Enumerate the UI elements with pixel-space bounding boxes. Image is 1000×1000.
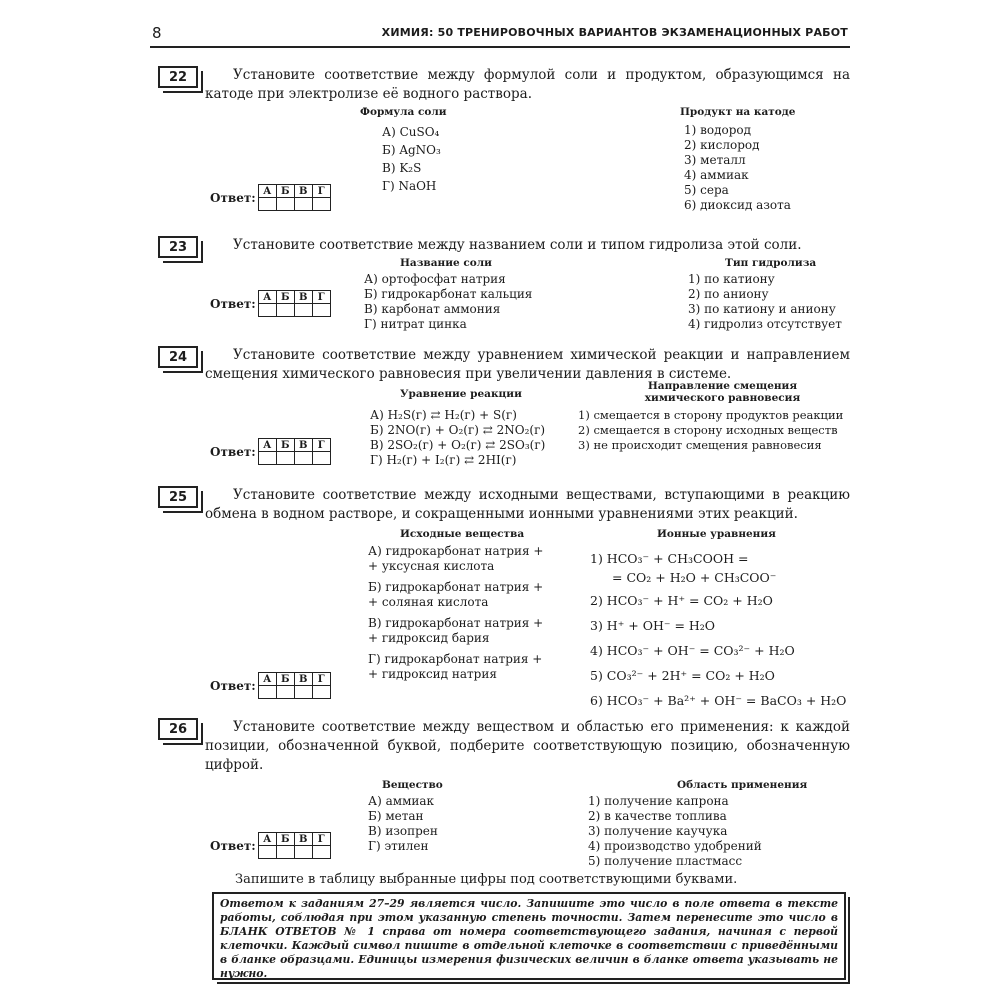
list-item: Г) NaOH [382,179,437,193]
task-question: Установите соответствие между формулой соли и продуктом, образующимся на катоде при электролизе её водного раствора. [205,67,850,102]
answer-grid [210,438,331,465]
list-item: Г) этилен [368,839,429,853]
right-column-header: Направление смещения химического равновесия [644,380,801,404]
page-number: 8 [152,24,162,42]
task-number: 24 [158,346,198,368]
note-box: Ответом к заданиям 27–29 является число. Запишите это число в поле ответа в тексте работы, соблюдая при этом указанную степень точности. Затем перенесите это число в БЛАНК ОТВЕТОВ № 1 справа от номера соответствующего задания, начиная с первой клеточки. Каждый символ пишите в отдельной клеточке в соответствии с приведёнными в бланке образцами. Единицы измерения физических величин в бланке ответа указывать не нужно. [212,892,846,980]
answer-cell[interactable] [312,846,330,859]
list-item: А) CuSO₄ [382,125,440,139]
answer-table [258,290,331,317]
answer-cell[interactable] [258,304,276,317]
list-item: 1) смещается в сторону продуктов реакции [578,408,844,422]
answer-cell[interactable] [276,304,294,317]
list-item: 1) водород [684,123,752,137]
answer-letter: Г [312,185,330,198]
answer-cell[interactable] [258,686,276,699]
answer-table [258,672,331,699]
list-item: 3) H⁺ + OH⁻ = H₂O [590,618,716,633]
list-item: А) гидрокарбонат натрия + [368,544,544,558]
answer-cell[interactable] [294,304,312,317]
left-column-header: Вещество [382,779,443,791]
answer-grid [210,290,331,317]
list-item: 4) гидролиз отсутствует [688,317,842,331]
answer-table [258,438,331,465]
list-item: А) H₂S(г) ⇄ H₂(г) + S(г) [370,408,517,422]
list-item: Б) 2NO(г) + O₂(г) ⇄ 2NO₂(г) [370,423,546,437]
answer-label: Ответ: [210,190,256,205]
answer-table [258,184,331,211]
answer-letter: Б [276,439,294,452]
list-item: + уксусная кислота [368,559,495,573]
answer-letter: Г [312,291,330,304]
answer-cell[interactable] [294,846,312,859]
answer-cell[interactable] [312,304,330,317]
left-list [368,794,438,854]
left-column-header: Формула соли [360,106,447,118]
list-item: 5) получение пластмасс [588,854,743,868]
task-25 [150,486,850,716]
answer-letter: В [294,439,312,452]
answer-label: Ответ: [210,678,256,693]
answer-cell[interactable] [294,452,312,465]
list-item: 3) не происходит смещения равновесия [578,438,822,452]
task-question: Установите соответствие между веществом и областью его применения: к каждой позиции, обозначенной буквой, подберите соответствующую позицию, обозначенную цифрой. [205,719,850,773]
task-number: 25 [158,486,198,508]
answer-table [258,832,331,859]
header-title: ХИМИЯ: 50 ТРЕНИРОВОЧНЫХ ВАРИАНТОВ ЭКЗАМЕНАЦИОННЫХ РАБОТ [381,26,848,39]
list-item: 2) в качестве топлива [588,809,727,823]
answer-grid [210,832,331,859]
list-item: = CO₂ + H₂O + CH₃COO⁻ [612,570,777,585]
page [150,14,850,986]
left-column-header: Название соли [400,257,492,269]
task-26 [150,718,850,888]
list-item: 2) кислород [684,138,760,152]
answer-cell[interactable] [276,452,294,465]
list-item: В) 2SO₂(г) + O₂(г) ⇄ 2SO₃(г) [370,438,546,452]
list-item: В) изопрен [368,824,438,838]
left-column-header: Исходные вещества [400,528,525,540]
right-column-header: Ионные уравнения [657,528,776,540]
list-item: 5) CO₃²⁻ + 2H⁺ = CO₂ + H₂O [590,668,775,683]
answer-label: Ответ: [210,296,256,311]
list-item: Б) гидрокарбонат кальция [364,287,533,301]
list-item: 2) HCO₃⁻ + H⁺ = CO₂ + H₂O [590,593,773,608]
answer-letter: В [294,185,312,198]
list-item: Б) метан [368,809,424,823]
list-item: + гидроксид натрия [368,667,497,681]
answer-letter: А [258,673,276,686]
list-item: Г) H₂(г) + I₂(г) ⇄ 2HI(г) [370,453,517,467]
answer-cell[interactable] [258,452,276,465]
list-item: В) карбонат аммония [364,302,501,316]
list-item: 6) HCO₃⁻ + Ba²⁺ + OH⁻ = BaCO₃ + H₂O [590,693,847,708]
answer-letter: В [294,673,312,686]
answer-cell[interactable] [276,846,294,859]
list-item: 2) смещается в сторону исходных веществ [578,423,838,437]
answer-cell[interactable] [258,846,276,859]
left-list [364,272,532,332]
answer-instruction: Запишите в таблицу выбранные цифры под соответствующими буквами. [235,872,738,887]
list-item: В) K₂S [382,161,422,175]
answer-cell[interactable] [276,198,294,211]
answer-letter: Б [276,291,294,304]
list-item: + гидроксид бария [368,631,490,645]
left-column-header: Уравнение реакции [400,388,522,400]
answer-grid [210,184,331,211]
list-item: 5) сера [684,183,729,197]
answer-cell[interactable] [294,198,312,211]
answer-letter: А [258,439,276,452]
list-item: Б) гидрокарбонат натрия + [368,580,544,594]
list-item: 3) получение каучука [588,824,728,838]
answer-letter: Г [312,439,330,452]
right-column-header: Продукт на катоде [680,106,796,118]
list-item: 4) производство удобрений [588,839,762,853]
left-list [370,408,545,468]
task-question: Установите соответствие между исходными веществами, вступающими в реакцию обмена в водном растворе, и сокращенными ионными уравнениями этих реакций. [205,487,850,522]
list-item: 3) металл [684,153,746,167]
list-item: 3) по катиону и аниону [688,302,836,316]
task-number: 22 [158,66,198,88]
list-item: В) гидрокарбонат натрия + [368,616,544,630]
list-item: 6) диоксид азота [684,198,791,212]
answer-cell[interactable] [294,686,312,699]
list-item: Б) AgNO₃ [382,143,441,157]
answer-letter: А [258,833,276,846]
right-column-header: Тип гидролиза [725,257,817,269]
list-item: А) аммиак [368,794,435,808]
right-column-header: Область применения [677,779,808,791]
list-item: 4) HCO₃⁻ + OH⁻ = CO₃²⁻ + H₂O [590,643,795,658]
task-22 [150,66,850,226]
right-list [684,123,791,213]
left-list [382,123,441,195]
list-item: 1) получение капрона [588,794,729,808]
answer-letter: Г [312,833,330,846]
answer-letter: А [258,185,276,198]
answer-cell[interactable] [312,452,330,465]
answer-cell[interactable] [312,198,330,211]
answer-letter: В [294,833,312,846]
answer-letter: Б [276,185,294,198]
list-item: 2) по аниону [688,287,769,301]
answer-letter: Б [276,833,294,846]
right-list [590,550,846,713]
right-list [588,794,762,869]
task-number: 26 [158,718,198,740]
answer-label: Ответ: [210,838,256,853]
left-list [368,544,543,682]
list-item: 4) аммиак [684,168,749,182]
right-list [688,272,842,332]
task-23 [150,236,850,336]
right-list [578,408,843,453]
answer-letter: В [294,291,312,304]
answer-letter: А [258,291,276,304]
task-24 [150,346,850,476]
task-number: 23 [158,236,198,258]
list-item: А) ортофосфат натрия [364,272,506,286]
list-item: + соляная кислота [368,595,489,609]
answer-letter: Г [312,673,330,686]
list-item: Г) гидрокарбонат натрия + [368,652,543,666]
answer-letter: Б [276,673,294,686]
answer-cell[interactable] [312,686,330,699]
answer-cell[interactable] [258,198,276,211]
answer-grid [210,672,331,699]
page-header [150,24,850,48]
task-question: Установите соответствие между уравнением химической реакции и направлением смещения химического равновесия при увеличении давления в системе. [205,347,850,382]
list-item: 1) по катиону [688,272,775,286]
answer-label: Ответ: [210,444,256,459]
answer-cell[interactable] [276,686,294,699]
task-question: Установите соответствие между названием соли и типом гидролиза этой соли. [233,237,802,253]
list-item: 1) HCO₃⁻ + CH₃COOH = [590,551,749,566]
list-item: Г) нитрат цинка [364,317,467,331]
